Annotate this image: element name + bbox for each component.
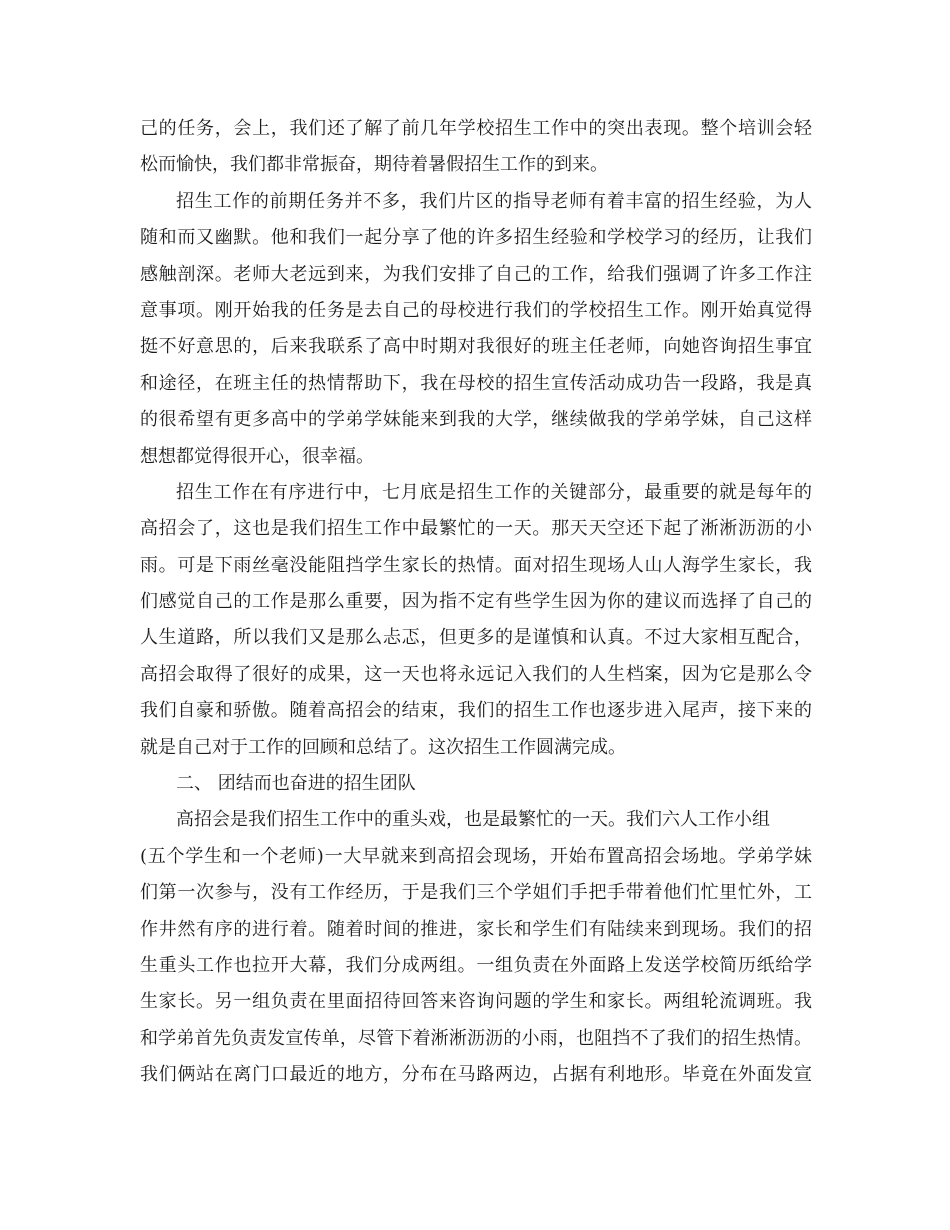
text-line: 们第一次参与，没有工作经历，于是我们三个学姐们手把手带着他们忙里忙外，工	[140, 882, 812, 904]
text-line: 我们俩站在离门口最近的地方，分布在马路两边，占据有利地形。毕竟在外面发宣	[140, 1064, 812, 1086]
text-line: 高招会是我们招生工作中的重头戏，也是最繁忙的一天。我们六人工作小组	[176, 809, 770, 831]
text-line: 的很希望有更多高中的学弟学妹能来到我的大学，继续做我的学弟学妹，自己这样	[140, 409, 812, 431]
text-line: 意事项。刚开始我的任务是去自己的母校进行我们的学校招生工作。刚开始真觉得	[140, 299, 812, 321]
text-line: 高招会了，这也是我们招生工作中最繁忙的一天。那天天空还下起了淅淅沥沥的小	[140, 518, 812, 540]
text-line: 人生道路，所以我们又是那么忐忑，但更多的是谨慎和认真。不过大家相互配合，	[140, 627, 812, 649]
text-line: 想想都觉得很开心，很幸福。	[140, 445, 374, 467]
text-line: 二、 团结而也奋进的招生团队	[176, 773, 416, 795]
text-line: 作井然有序的进行着。随着时间的推进，家长和学生们有陆续来到现场。我们的招	[140, 918, 812, 940]
text-line: 松而愉快，我们都非常振奋，期待着暑假招生工作的到来。	[140, 154, 608, 176]
text-line: 招生工作在有序进行中，七月底是招生工作的关键部分，最重要的就是每年的	[176, 481, 812, 503]
text-line: 己的任务，会上，我们还了解了前几年学校招生工作中的突出表现。整个培训会轻	[140, 118, 812, 139]
text-line: 生家长。另一组负责在里面招待回答来咨询问题的学生和家长。两组轮流调班。我	[140, 991, 812, 1013]
text-line: 和途径，在班主任的热情帮助下，我在母校的招生宣传活动成功告一段路，我是真	[140, 372, 812, 394]
text-line: 招生工作的前期任务并不多，我们片区的指导老师有着丰富的招生经验，为人	[176, 190, 812, 212]
text-line: 生重头工作也拉开大幕，我们分成两组。一组负责在外面路上发送学校简历纸给学	[140, 954, 812, 976]
text-line: 就是自己对于工作的回顾和总结了。这次招生工作圆满完成。	[140, 736, 626, 758]
text-line: 和学弟首先负责发宣传单，尽管下着淅淅沥沥的小雨，也阻挡不了我们的招生热情。	[140, 1027, 812, 1049]
text-line: 我们自豪和骄傲。随着高招会的结束，我们的招生工作也逐步进入尾声，接下来的	[140, 700, 812, 722]
text-line: 感触剖深。老师大老远到来，为我们安排了自己的工作，给我们强调了许多工作注	[140, 263, 812, 285]
text-line: 们感觉自己的工作是那么重要，因为指不定有些学生因为你的建议而选择了自己的	[140, 591, 812, 613]
text-line: 挺不好意思的，后来我联系了高中时期对我很好的班主任老师，向她咨询招生事宜	[140, 336, 812, 358]
text-line: 雨。可是下雨丝毫没能阻挡学生家长的热情。面对招生现场人山人海学生家长，我	[140, 554, 812, 576]
body-text	[140, 111, 812, 1094]
text-line: (五个学生和一个老师)一大早就来到高招会现场，开始布置高招会场地。学弟学妹	[140, 845, 812, 867]
text-line: 高招会取得了很好的成果，这一天也将永远记入我们的人生档案，因为它是那么令	[140, 663, 812, 685]
text-line: 随和而又幽默。他和我们一起分享了他的许多招生经验和学校学习的经历，让我们	[140, 227, 812, 249]
